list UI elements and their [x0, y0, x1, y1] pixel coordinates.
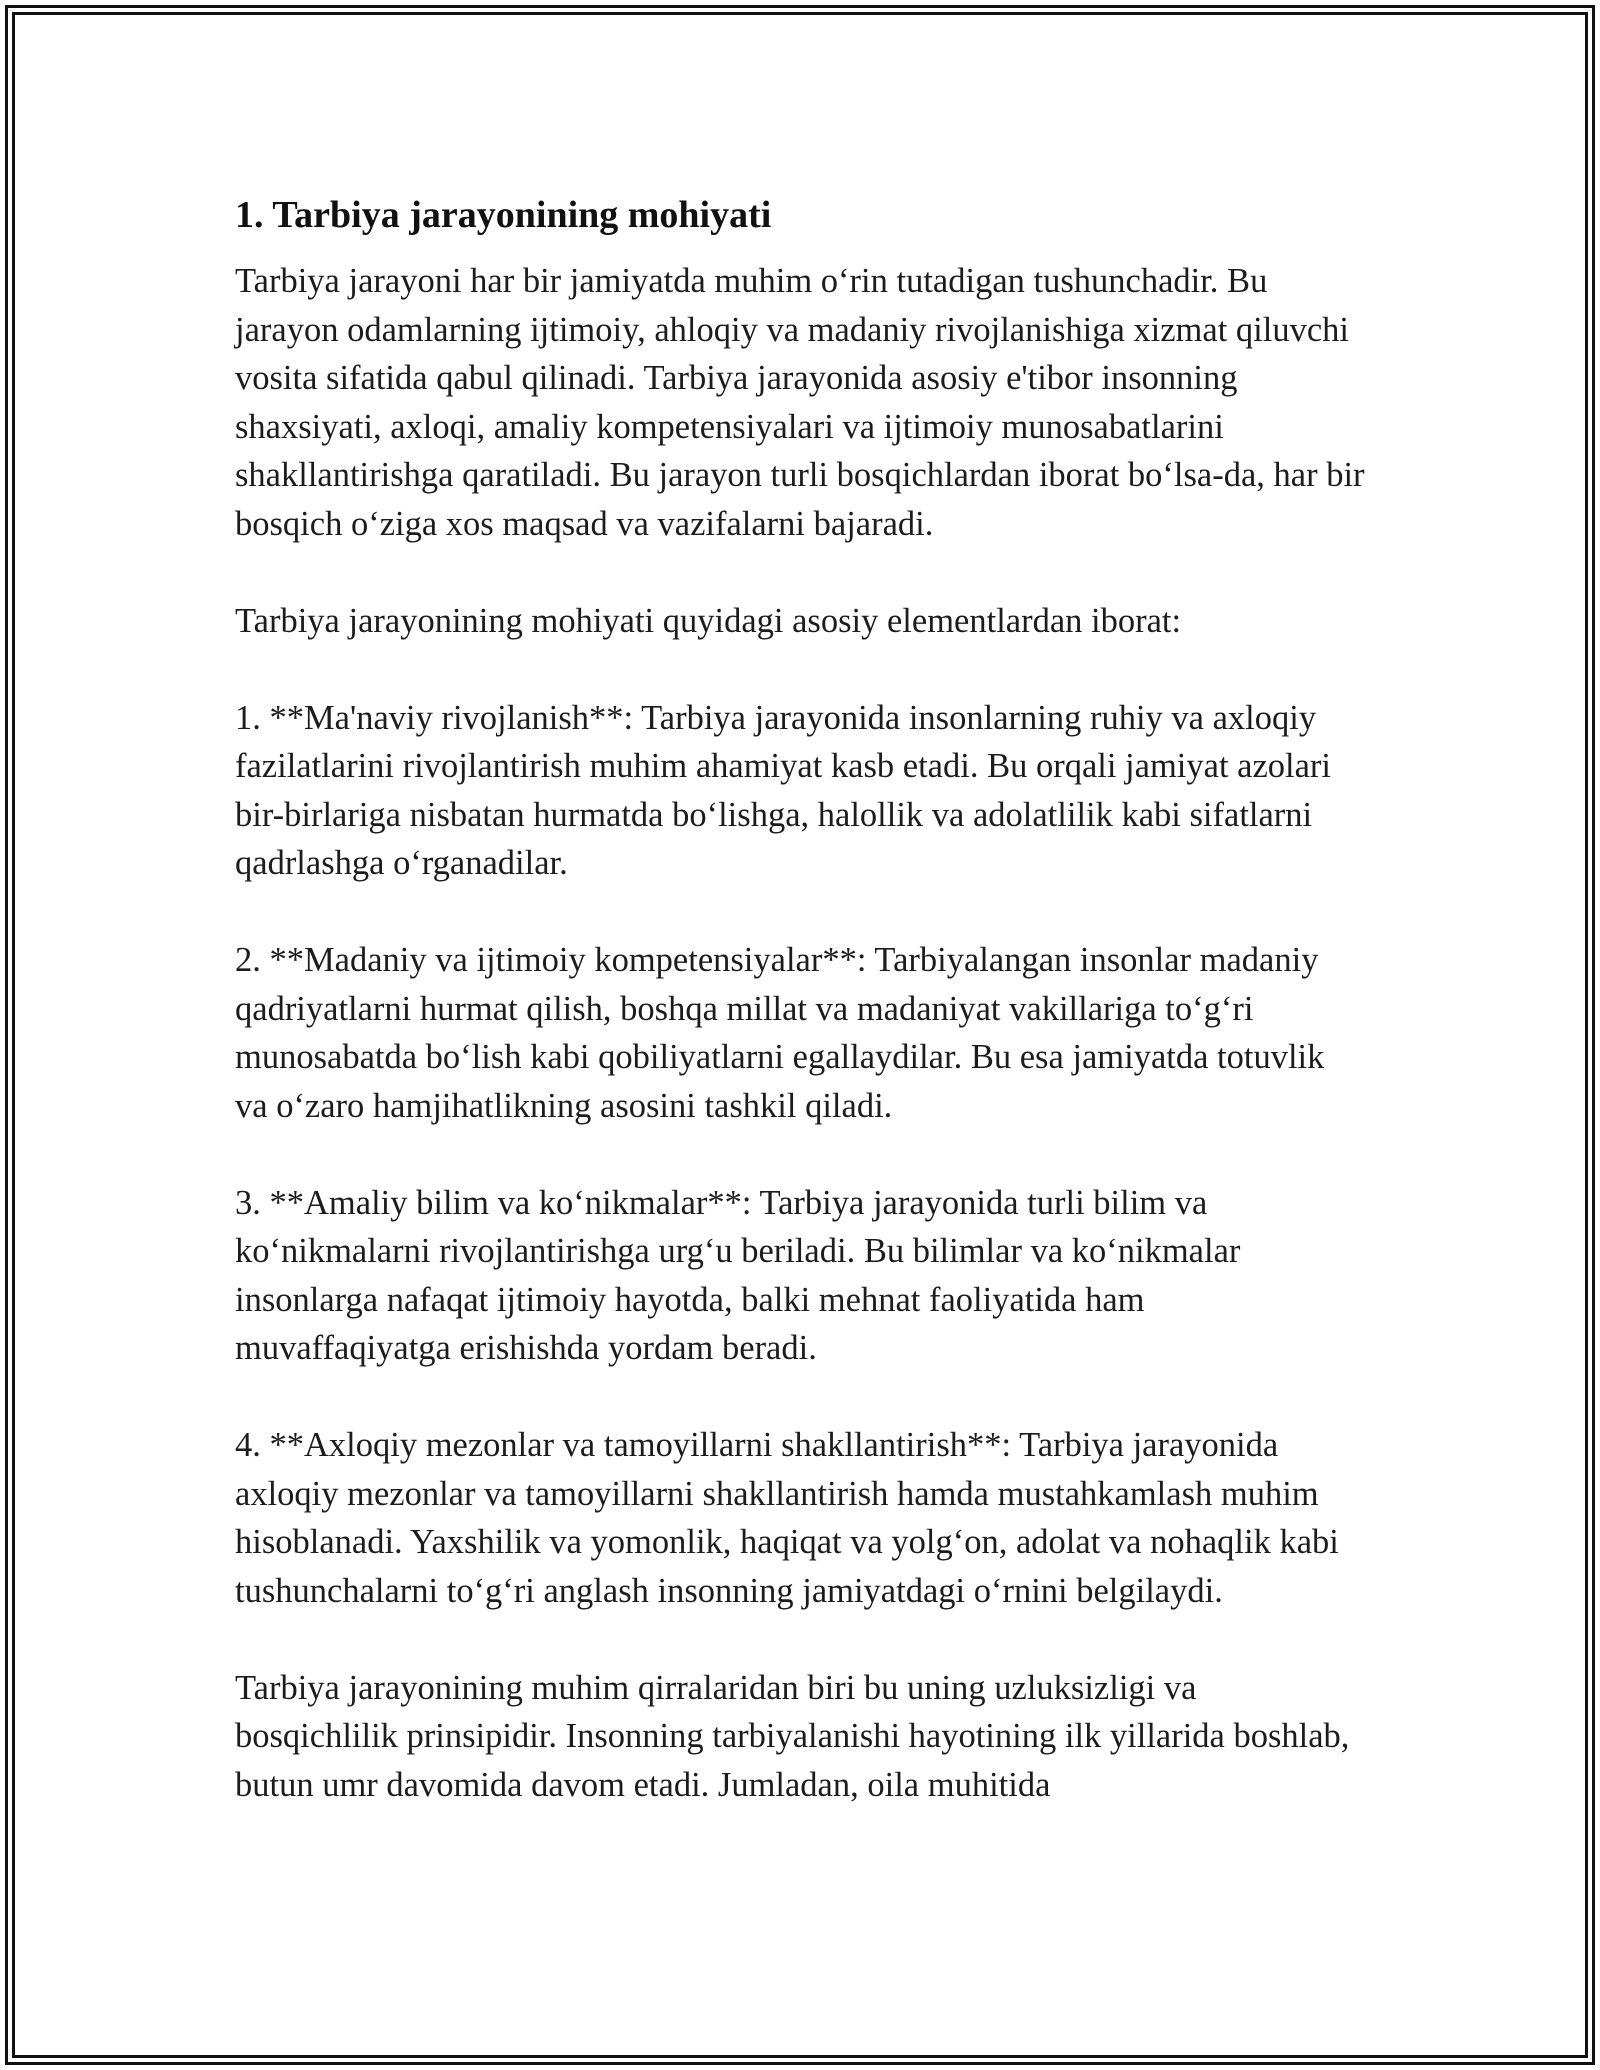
paragraph-continuity: Tarbiya jarayonining muhim qirralaridan biri bu uning uzluksizligi va bosqichlilik prinsipidir. Insonning tarbiyalanishi hayotining ilk yillarida boshlab, butun umr davomida davom etadi. Jumladan, oila muhitida — [235, 1668, 1350, 1804]
paragraph-item-3: 3. **Amaliy bilim va ko‘nikmalar**: Tarbiya jarayonida turli bilim va ko‘nikmalarni rivojlantirishga urg‘u beriladi. Bu bilimlar va ko‘nikmalar insonlarga nafaqat ijtimoiy hayotda, balki mehnat faoliyatida ham muvaffaqiyatga erishishda yordam beradi. — [235, 1183, 1241, 1367]
paragraph-item-4: 4. **Axloqiy mezonlar va tamoyillarni shakllantirish**: Tarbiya jarayonida axloqiy mezonlar va tamoyillarni shakllantirish hamda mustahkamlash muhim hisoblanadi. Yaxshilik va yomonlik, haqiqat va yolg‘on, adolat va nohaqlik kabi tushunchalarni to‘g‘ri anglash insonning jamiyatdagi o‘rnini belgilaydi. — [235, 1426, 1339, 1610]
document-body — [235, 185, 1365, 1809]
paragraph-item-2: 2. **Madaniy va ijtimoiy kompetensiyalar**: Tarbiyalangan insonlar madaniy qadriyatlarni hurmat qilish, boshqa millat va madaniyat vakillariga to‘g‘ri munosabatda bo‘lish kabi qobiliyatlarni egallaydilar. Bu esa jamiyatda totuvlik va o‘zaro hamjihatlikning asosini tashkil qiladi. — [235, 941, 1325, 1125]
paragraph-elements-lead: Tarbiya jarayonining mohiyati quyidagi asosiy elementlardan iborat: — [235, 601, 1182, 640]
section-heading: 1. Tarbiya jarayonining mohiyati — [235, 194, 772, 236]
paragraph-item-1: 1. **Ma'naviy rivojlanish**: Tarbiya jarayonida insonlarning ruhiy va axloqiy fazilatlarini rivojlantirish muhim ahamiyat kasb etadi. Bu orqali jamiyat azolari bir-birlariga nisbatan hurmatda bo‘lishga, halollik va adolatlilik kabi sifatlarni qadrlashga o‘rganadilar. — [235, 698, 1331, 882]
paragraph-intro: Tarbiya jarayoni har bir jamiyatda muhim o‘rin tutadigan tushunchadir. Bu jarayon odamlarning ijtimoiy, ahloqiy va madaniy rivojlanishiga xizmat qiluvchi vosita sifatida qabul qilinadi. Tarbiya jarayonida asosiy e'tibor insonning shaxsiyati, axloqi, amaliy kompetensiyalari va ijtimoiy munosabatlarini shakllantirishga qaratiladi. Bu jarayon turli bosqichlardan iborat bo‘lsa-da, har bir bosqich o‘ziga xos maqsad va vazifalarni bajaradi. — [235, 262, 1365, 543]
